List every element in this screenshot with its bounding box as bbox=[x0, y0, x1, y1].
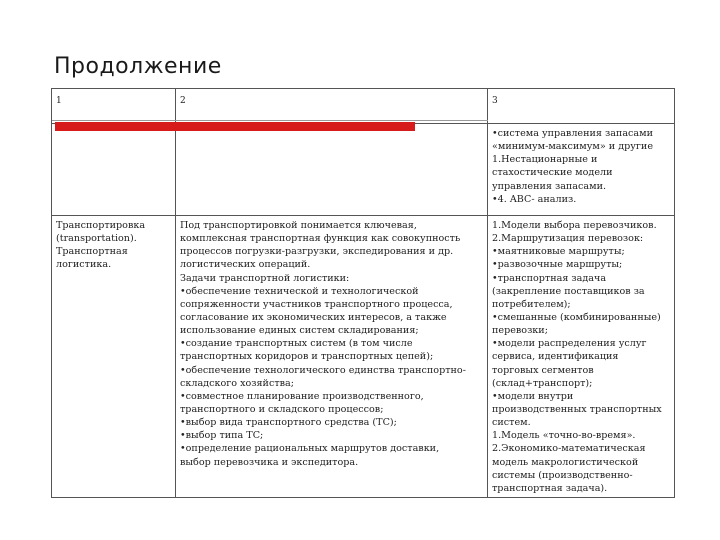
list-item: производственных транспортных bbox=[492, 403, 662, 415]
list-item: (склад+транспорт); bbox=[492, 377, 593, 389]
list-item: транспортная задача). bbox=[492, 482, 608, 494]
list-item: (закрепление поставщиков за bbox=[492, 285, 645, 297]
row2-col2 bbox=[176, 216, 488, 498]
list-item: модель макрологистической bbox=[492, 456, 639, 468]
list-item: выбор перевозчика и экспедитора. bbox=[180, 456, 359, 468]
list-item: управления запасами. bbox=[492, 180, 607, 192]
list-item: •система управления запасами bbox=[492, 128, 653, 139]
header-col-2: 2 bbox=[176, 89, 488, 124]
list-item: •смешанные (комбинированные) bbox=[492, 311, 661, 323]
list-item: систем. bbox=[492, 417, 531, 429]
list-item: логистика. bbox=[56, 259, 112, 271]
list-item: •модели распределения услуг bbox=[492, 338, 647, 350]
list-item: процессов погрузки-разгрузки, экспедирования и др. bbox=[180, 246, 454, 258]
list-item: •выбор типа ТС; bbox=[180, 430, 264, 442]
list-item: •обеспечение технической и технологической bbox=[180, 285, 419, 297]
list-item: •4. ABC- анализ. bbox=[492, 193, 577, 205]
list-item: •определение рациональных маршрутов доставки, bbox=[180, 443, 440, 455]
list-item: стахостические модели bbox=[492, 167, 613, 179]
list-item: перевозки; bbox=[492, 325, 548, 337]
divider-line bbox=[52, 120, 488, 121]
list-item: потребителем); bbox=[492, 298, 571, 310]
page-title: Продолжение bbox=[54, 54, 222, 79]
list-item: 1.Модель «точно-во-время». bbox=[492, 430, 636, 442]
list-item: 1.Нестационарные и bbox=[492, 154, 598, 166]
list-item: Транспортировка bbox=[56, 220, 146, 231]
list-item: использование единых систем складирования; bbox=[180, 325, 419, 337]
list-item: •транспортная задача bbox=[492, 272, 607, 284]
list-item: 2.Экономико-математическая bbox=[492, 443, 646, 455]
list-item: 2.Маршрутизация перевозок: bbox=[492, 233, 644, 245]
list-item: •совместное планирование производственного, bbox=[180, 390, 424, 402]
row1-col2 bbox=[176, 124, 488, 216]
list-item: сопряженности участников транспортного процесса, bbox=[180, 298, 453, 310]
list-item: •развозочные маршруты; bbox=[492, 259, 623, 271]
list-item: системы (производственно- bbox=[492, 469, 633, 481]
list-item: транспортного и складского процессов; bbox=[180, 403, 384, 415]
list-item: сервиса, идентификация bbox=[492, 351, 619, 363]
table-row bbox=[52, 216, 675, 498]
list-item: •создание транспортных систем (в том числе bbox=[180, 338, 413, 350]
row2-col3 bbox=[488, 216, 675, 498]
row1-col3 bbox=[488, 124, 675, 216]
list-item: складского хозяйства; bbox=[180, 377, 294, 389]
list-item: •модели внутри bbox=[492, 390, 574, 402]
list-item: •обеспечение технологического единства транспортно- bbox=[180, 364, 466, 376]
list-item: •маятниковые маршруты; bbox=[492, 246, 625, 258]
list-item: «минимум-максимум» и другие bbox=[492, 141, 653, 153]
row2-col1 bbox=[52, 216, 176, 498]
list-item: Под транспортировкой понимается ключевая, bbox=[180, 220, 417, 231]
list-item: Транспортная bbox=[56, 246, 128, 258]
header-col-1: 1 bbox=[52, 89, 176, 124]
list-item: 1.Модели выбора перевозчиков. bbox=[492, 220, 657, 231]
list-item: •выбор вида транспортного средства (ТС); bbox=[180, 417, 397, 429]
list-item: Задачи транспортной логистики: bbox=[180, 272, 350, 284]
list-item: торговых сегментов bbox=[492, 364, 594, 376]
red-accent-bar bbox=[55, 122, 415, 131]
list-item: транспортных коридоров и транспортных цепей); bbox=[180, 351, 434, 363]
list-item: комплексная транспортная функция как совокупность bbox=[180, 233, 461, 245]
table-header-row bbox=[52, 89, 675, 124]
content-table bbox=[51, 88, 675, 498]
list-item: (transportation). bbox=[56, 233, 137, 245]
list-item: логистических операций. bbox=[180, 259, 311, 271]
table-row bbox=[52, 124, 675, 216]
header-col-3: 3 bbox=[488, 89, 675, 124]
row1-col1 bbox=[52, 124, 176, 216]
list-item: согласование их экономических интересов, а также bbox=[180, 311, 447, 323]
